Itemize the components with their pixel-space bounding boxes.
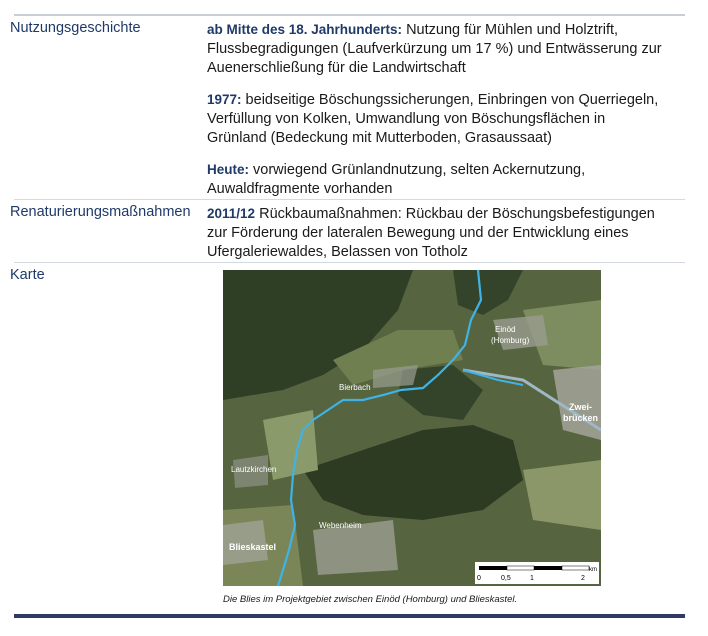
scale-tick-2: 2: [581, 575, 585, 582]
history-para-2: 1977: beidseitige Böschungssicherungen, Einbringen von Querriegeln, Verfüllung von Kolken, Umwandlung von Böschungsflächen in Grünland (Bedeckung mit Mutterboden, Grasaussaat): [207, 92, 659, 146]
renaturierung-para: 2011/12 Rückbaumaßnahmen: Rückbau der Böschungsbefestigungen zur Förderung der lateralen Bewegung und der Entwicklung eines Ufergaleriewaldes, Belassen von Totholz: [207, 206, 655, 260]
place-lautzkirchen: Lautzkirchen: [231, 465, 277, 474]
row-content-renaturierung: [207, 204, 667, 274]
place-zwei: Zwei-: [569, 402, 593, 412]
row-label-renaturierung: Renaturierungsmaßnahmen: [10, 204, 191, 220]
scale-tick-1: 1: [530, 575, 534, 582]
row-label-karte: Karte: [10, 267, 45, 283]
aerial-map: [223, 270, 601, 586]
place-brucken: brücken: [563, 413, 599, 423]
place-blieskastel: Blieskastel: [229, 542, 277, 552]
place-bierbach: Bierbach: [339, 383, 371, 392]
place-einod: Einöd: [495, 325, 516, 334]
scale-bar: [475, 562, 599, 584]
table-bottom-border: [14, 614, 685, 618]
scale-bar-segment: [507, 566, 534, 570]
scale-unit: km: [589, 567, 597, 573]
field-area: [523, 460, 601, 530]
scale-tick-05: 0,5: [501, 575, 511, 582]
history-para-1: ab Mitte des 18. Jahrhunderts: Nutzung für Mühlen und Holztrift, Flussbegradigungen (Laufverkürzung um 17 %) und Entwässerung zur Auenerschließung für die Landwirtschaft: [207, 22, 662, 76]
row-content-nutzungsgeschichte: [207, 20, 667, 211]
place-homburg: (Homburg): [491, 336, 530, 345]
place-webenheim: Webenheim: [319, 521, 362, 530]
history-para-3: Heute: vorwiegend Grünlandnutzung, selten Ackernutzung, Auwaldfragmente vorhanden: [207, 162, 586, 197]
scale-bar-segment: [562, 566, 589, 570]
row-divider: [14, 199, 685, 200]
map-svg: [223, 270, 601, 586]
scale-tick-0: 0: [477, 575, 481, 582]
table-top-border: [14, 14, 685, 16]
row-divider: [14, 262, 685, 263]
row-label-nutzungsgeschichte: Nutzungsgeschichte: [10, 20, 141, 36]
map-caption: Die Blies im Projektgebiet zwischen Einöd (Homburg) und Blieskastel.: [223, 594, 518, 605]
